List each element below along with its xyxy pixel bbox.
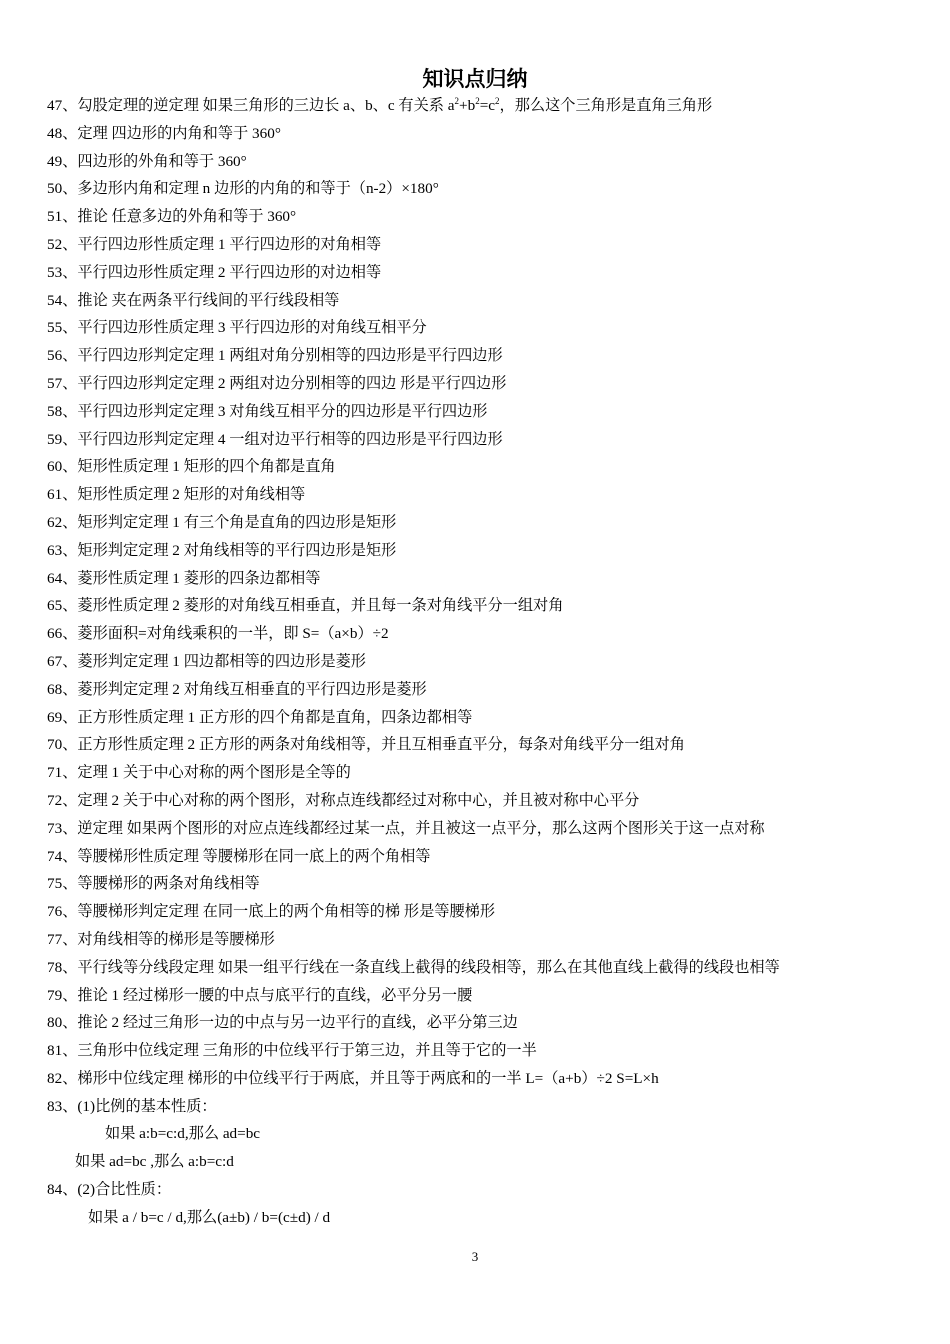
list-item: 47、勾股定理的逆定理 如果三角形的三边长 a、b、c 有关系 $a^2+b^2=c^2$，那么这个三角形是直角三角形 — [47, 96, 713, 114]
list-item: 80、推论 2 经过三角形一边的中点与另一边平行的直线，必平分第三边 — [47, 1014, 518, 1032]
list-item: 78、平行线等分线段定理 如果一组平行线在一条直线上截得的线段相等，那么在其他直线上截得的线段也相等 — [47, 958, 780, 976]
list-item: 79、推论 1 经过梯形一腰的中点与底平行的直线，必平分另一腰 — [47, 986, 473, 1004]
list-item: 75、等腰梯形的两条对角线相等 — [47, 875, 260, 893]
list-item: 81、三角形中位线定理 三角形的中位线平行于第三边，并且等于它的一半 — [47, 1042, 537, 1060]
list-item: 51、推论 任意多边的外角和等于 360° — [47, 208, 297, 226]
list-item: 61、矩形性质定理 2 矩形的对角线相等 — [47, 486, 306, 504]
list-item: 67、菱形判定定理 1 四边都相等的四边形是菱形 — [47, 652, 366, 670]
list-item: 83、(1)比例的基本性质： — [47, 1097, 217, 1115]
theorem-list — [47, 92, 927, 1232]
list-item: 56、平行四边形判定定理 1 两组对角分别相等的四边形是平行四边形 — [47, 347, 503, 365]
list-item: 71、定理 1 关于中心对称的两个图形是全等的 — [47, 764, 351, 782]
list-item: 58、平行四边形判定定理 3 对角线互相平分的四边形是平行四边形 — [47, 402, 488, 420]
list-item: 82、梯形中位线定理 梯形的中位线平行于两底，并且等于两底和的一半 L=（a+b）÷2 S=L×h — [47, 1069, 659, 1087]
page-number: 3 — [471, 1249, 479, 1264]
list-item: 53、平行四边形性质定理 2 平行四边形的对边相等 — [47, 263, 382, 281]
list-item: 64、菱形性质定理 1 菱形的四条边都相等 — [47, 569, 321, 587]
list-item: 74、等腰梯形性质定理 等腰梯形在同一底上的两个角相等 — [47, 847, 431, 865]
list-item: 77、对角线相等的梯形是等腰梯形 — [47, 930, 275, 948]
list-item: 如果 a / b=c / d,那么(a±b) / b=(c±d) / d — [88, 1208, 331, 1226]
list-item: 72、定理 2 关于中心对称的两个图形，对称点连线都经过对称中心，并且被对称中心平分 — [47, 791, 640, 809]
list-item: 62、矩形判定定理 1 有三个角是直角的四边形是矩形 — [47, 513, 397, 531]
list-item: 如果 a:b=c:d,那么 ad=bc — [105, 1125, 261, 1143]
list-item: 49、四边形的外角和等于 360° — [47, 152, 247, 170]
list-item: 48、定理 四边形的内角和等于 360° — [47, 124, 281, 142]
list-item: 60、矩形性质定理 1 矩形的四个角都是直角 — [47, 458, 336, 476]
list-item: 54、推论 夹在两条平行线间的平行线段相等 — [47, 291, 340, 309]
list-item: 57、平行四边形判定定理 2 两组对边分别相等的四边 形是平行四边形 — [47, 374, 507, 392]
list-item: 55、平行四边形性质定理 3 平行四边形的对角线互相平分 — [47, 319, 427, 337]
list-item: 84、(2)合比性质： — [47, 1181, 172, 1199]
list-item: 73、逆定理 如果两个图形的对应点连线都经过某一点，并且被这一点平分，那么这两个图形关于这一点对称 — [47, 819, 765, 837]
list-item: 65、菱形性质定理 2 菱形的对角线互相垂直，并且每一条对角线平分一组对角 — [47, 597, 564, 615]
list-item: 如果 ad=bc ,那么 a:b=c:d — [75, 1153, 234, 1171]
list-item: 70、正方形性质定理 2 正方形的两条对角线相等，并且互相垂直平分，每条对角线平分一组对角 — [47, 736, 685, 754]
list-item: 63、矩形判定定理 2 对角线相等的平行四边形是矩形 — [47, 541, 397, 559]
list-item: 52、平行四边形性质定理 1 平行四边形的对角相等 — [47, 235, 382, 253]
list-item: 50、多边形内角和定理 n 边形的内角的和等于（n-2）×180° — [47, 180, 439, 198]
list-item: 68、菱形判定定理 2 对角线互相垂直的平行四边形是菱形 — [47, 680, 427, 698]
list-item: 59、平行四边形判定定理 4 一组对边平行相等的四边形是平行四边形 — [47, 430, 503, 448]
page-title: 知识点归纳 — [422, 67, 528, 91]
list-item: 66、菱形面积=对角线乘积的一半，即 S=（a×b）÷2 — [47, 625, 389, 643]
list-item: 69、正方形性质定理 1 正方形的四个角都是直角，四条边都相等 — [47, 708, 473, 726]
list-item: 76、等腰梯形判定定理 在同一底上的两个角相等的梯 形是等腰梯形 — [47, 903, 496, 921]
